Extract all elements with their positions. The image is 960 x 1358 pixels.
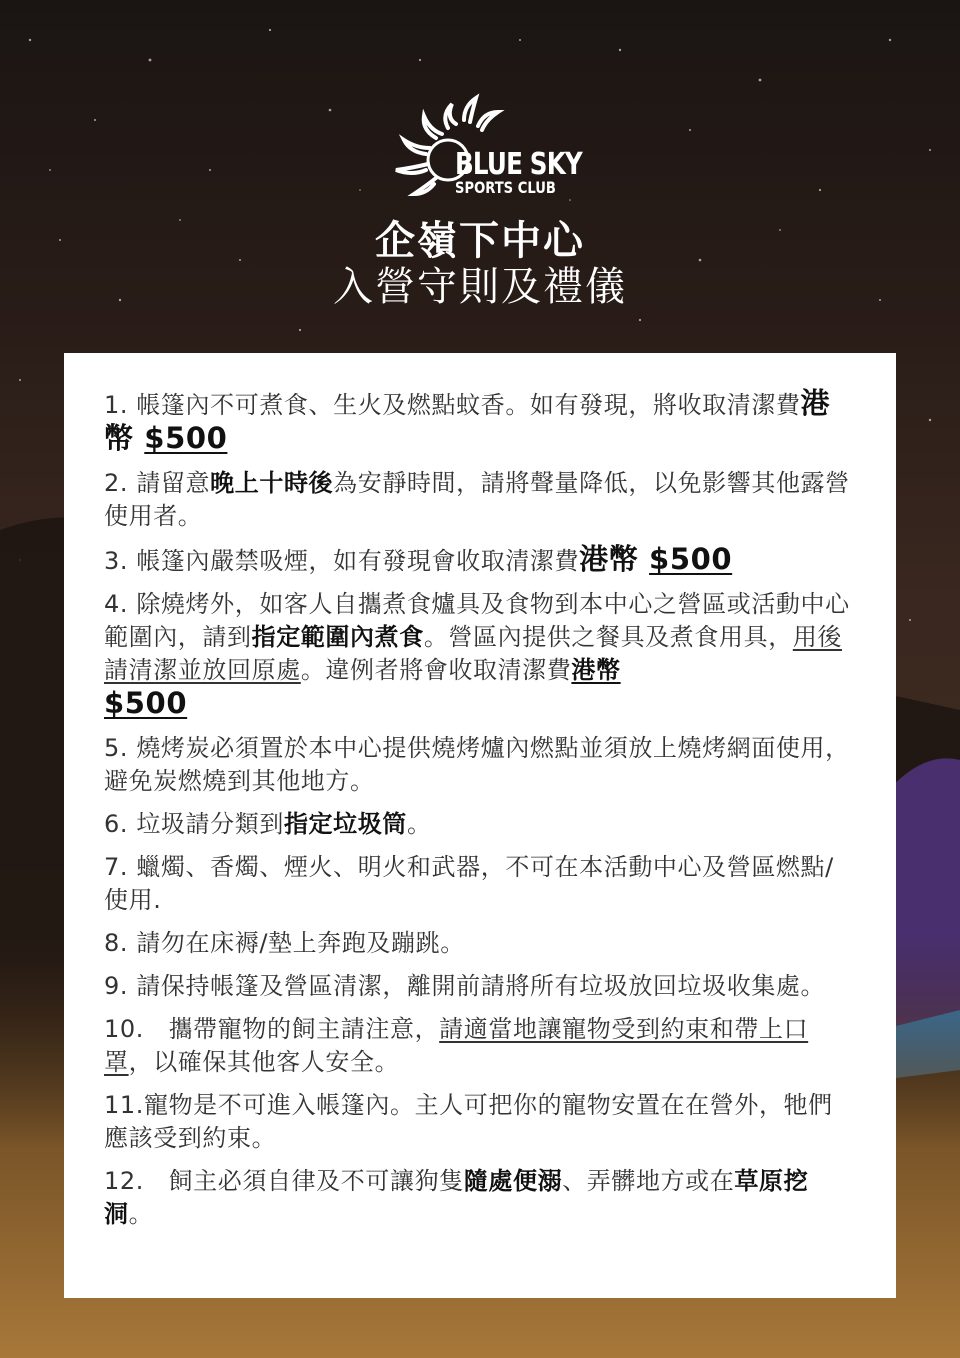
rule-5: 5. 燒烤炭必須置於本中心提供燒烤爐內燃點並須放上燒烤網面使用，避免炭燃燒到其他地方。 — [104, 734, 850, 795]
rule-4: 4. 除燒烤外，如客人自攜煮食爐具及食物到本中心之營區或活動中心範圍內，請到指定範圍內煮食。營區內提供之餐具及煮食用具，用後請清潔並放回原處。違例者將會收取清潔費港幣 $500 — [104, 590, 850, 720]
page-title: 企嶺下中心 — [375, 218, 585, 264]
rule-7: 7. 蠟燭、香燭、煙火、明火和武器，不可在本活動中心及營區燃點/使用. — [104, 853, 834, 914]
rule-1: 1. 帳篷內不可煮食、生火及燃點蚊香。如有發現，將收取清潔費港幣 $500 — [104, 386, 831, 455]
rule-12: 12. 飼主必須自律及不可讓狗隻隨處便溺、弄髒地方或在草原挖洞。 — [104, 1167, 809, 1228]
brand-name: BLUE SKY — [455, 147, 582, 182]
brand-subtitle: SPORTS CLUB — [455, 178, 556, 197]
rule-2: 2. 請留意晚上十時後為安靜時間，請將聲量降低，以免影響其他露營使用者。 — [104, 469, 850, 530]
rule-11: 11.寵物是不可進入帳篷內。主人可把你的寵物安置在在營外，牠們應該受到約束。 — [104, 1091, 833, 1152]
rule-6: 6. 垃圾請分類到指定垃圾筒。 — [104, 810, 432, 838]
rules-card — [64, 353, 896, 1298]
rule-9: 9. 請保持帳篷及營區清潔，離開前請將所有垃圾放回垃圾收集處。 — [104, 972, 826, 1000]
rule-10: 10. 攜帶寵物的飼主請注意，請適當地讓寵物受到約束和帶上口罩，以確保其他客人安全。 — [104, 1015, 809, 1076]
rule-8: 8. 請勿在床褥/墊上奔跑及蹦跳。 — [104, 929, 465, 957]
rule-3: 3. 帳篷內嚴禁吸煙，如有發現會收取清潔費港幣 $500 — [104, 542, 733, 576]
page-subtitle: 入營守則及禮儀 — [333, 264, 627, 310]
